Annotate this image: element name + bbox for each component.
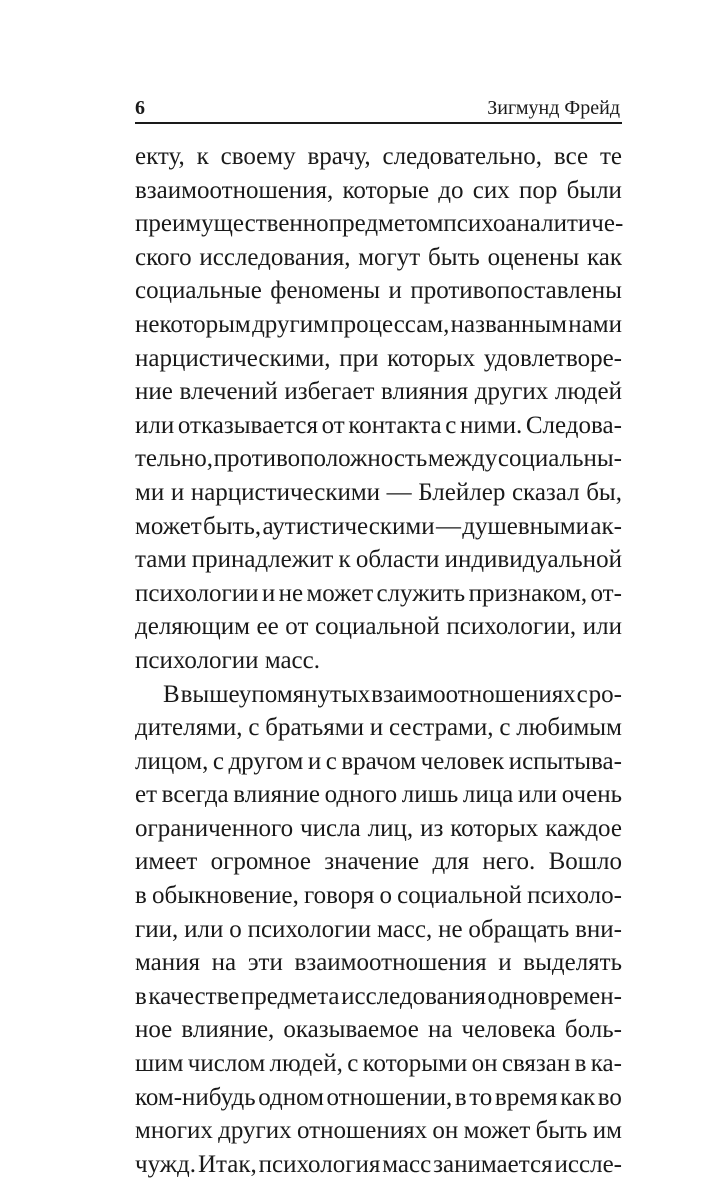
word: между	[428, 442, 497, 476]
word: о	[229, 913, 242, 947]
word: не	[438, 913, 462, 947]
body-text	[135, 140, 622, 1181]
text-line	[135, 1114, 622, 1148]
word: сих	[473, 174, 510, 208]
word: многих	[135, 1114, 213, 1148]
word: нарцистическими	[191, 476, 380, 510]
word: боль-	[565, 1013, 622, 1047]
word: удовлетворе-	[484, 342, 622, 376]
word: может	[464, 1114, 531, 1148]
word: душевными	[462, 510, 589, 544]
text-line	[135, 140, 622, 174]
word: влечений	[179, 375, 277, 409]
text-line	[135, 409, 622, 443]
word: для	[432, 845, 469, 879]
text-line	[135, 476, 622, 510]
word: отказывается	[178, 409, 318, 443]
word: которых	[450, 812, 538, 846]
word: сказал	[512, 476, 580, 510]
word: тельно,	[135, 442, 213, 476]
word: числа	[300, 812, 361, 846]
word: —	[436, 510, 461, 544]
text-line	[135, 711, 622, 745]
word: сестрами,	[389, 711, 494, 745]
word: обращать	[468, 913, 569, 947]
word: Вошло	[549, 845, 622, 879]
word: служить	[376, 577, 465, 611]
word: екту,	[135, 140, 185, 174]
text-line	[135, 946, 622, 980]
word: пор	[519, 174, 557, 208]
text-line	[135, 845, 622, 879]
word: предмета	[241, 980, 340, 1014]
word: лица	[463, 778, 513, 812]
text-line	[135, 1013, 622, 1047]
word: братьями	[265, 711, 364, 745]
word: и	[171, 476, 184, 510]
word: аутистическими	[262, 510, 434, 544]
word: и	[370, 711, 383, 745]
word: были	[567, 174, 622, 208]
word: исследования,	[199, 241, 350, 275]
word: ние	[135, 375, 173, 409]
text-line	[135, 778, 622, 812]
word: Следова-	[526, 409, 622, 443]
word: принадлежит	[192, 543, 334, 577]
text-line	[135, 174, 622, 208]
word: отношении,	[327, 1081, 453, 1115]
word: обыкновение,	[152, 879, 299, 913]
word: ского	[135, 241, 192, 275]
text-line	[135, 913, 622, 947]
paragraph	[135, 140, 622, 678]
text-line	[135, 879, 622, 913]
text-line	[135, 274, 622, 308]
word: быть	[428, 241, 480, 275]
word: следовательно,	[383, 140, 543, 174]
word: врачом	[341, 745, 416, 779]
word: влияние,	[181, 1013, 274, 1047]
word: дителями,	[135, 711, 243, 745]
text-line	[135, 442, 622, 476]
word: социальные	[135, 274, 262, 308]
word: влияния	[381, 375, 468, 409]
word: вышеупомянутых	[181, 678, 371, 712]
word: психологии	[135, 577, 259, 611]
word: других	[218, 1114, 292, 1148]
word: чужд.	[135, 1148, 196, 1181]
word: огромное	[211, 845, 311, 879]
word: взаимоотношения	[295, 946, 487, 980]
text-line	[135, 980, 622, 1014]
text-line	[135, 812, 622, 846]
word: как	[587, 241, 622, 275]
word: говоря	[304, 879, 374, 913]
running-head	[135, 92, 622, 124]
word: ное	[135, 1013, 172, 1047]
word: испытыва-	[509, 745, 622, 779]
word: нами	[568, 308, 622, 342]
word: с	[445, 409, 456, 443]
word: В	[163, 678, 180, 712]
word: качестве	[148, 980, 239, 1014]
word: одновремен-	[488, 980, 622, 1014]
word: может	[135, 510, 202, 544]
word: вни-	[575, 913, 622, 947]
word: в	[575, 1047, 587, 1081]
word: с	[248, 711, 259, 745]
text-line	[135, 745, 622, 779]
text-line	[135, 1148, 622, 1181]
word: избегает	[284, 375, 374, 409]
word: каждое	[545, 812, 622, 846]
word: в	[135, 879, 147, 913]
word: влияние	[233, 778, 320, 812]
word: процессам,	[330, 308, 449, 342]
word: о	[379, 879, 392, 913]
word: масс	[382, 1148, 431, 1181]
word: которые	[343, 174, 430, 208]
word: ее	[257, 610, 279, 644]
word: ограниченного	[135, 812, 293, 846]
word: им	[593, 1114, 622, 1148]
word: могут	[358, 241, 420, 275]
word: лишь	[402, 778, 459, 812]
word: с	[577, 678, 588, 712]
word: от	[322, 409, 345, 443]
word: ми	[135, 476, 164, 510]
word: психоло-	[527, 879, 622, 913]
word: взаимоотношениях	[371, 678, 576, 712]
word: взаимоотношения,	[135, 174, 333, 208]
word: или	[518, 778, 557, 812]
word: и	[262, 577, 275, 611]
word: с	[213, 745, 224, 779]
word: во	[598, 1081, 622, 1115]
word: с	[499, 711, 510, 745]
word: психологии	[135, 644, 259, 678]
word: с	[347, 1047, 358, 1081]
word: области	[356, 543, 440, 577]
word: психоаналитиче-	[443, 207, 623, 241]
word: шим	[135, 1047, 183, 1081]
word: психология	[259, 1148, 381, 1181]
word: с	[326, 745, 337, 779]
word: на	[428, 1013, 452, 1047]
text-line	[135, 1047, 622, 1081]
word: оценены	[488, 241, 580, 275]
word: другим	[252, 308, 329, 342]
text-line	[135, 577, 622, 611]
word: признаком,	[469, 577, 588, 611]
word: психологии,	[446, 610, 576, 644]
word: лиц,	[368, 812, 413, 846]
word: выделять	[523, 946, 622, 980]
word: он	[432, 1114, 458, 1148]
text-line	[135, 1081, 622, 1115]
word: гии,	[135, 913, 178, 947]
word: Итак,	[198, 1148, 257, 1181]
word: ка-	[591, 1047, 622, 1081]
text-line	[135, 207, 622, 241]
word: ак-	[590, 510, 622, 544]
word: некоторым	[135, 308, 251, 342]
word: названным	[451, 308, 567, 342]
text-line	[135, 375, 622, 409]
word: другом	[228, 745, 303, 779]
word: как	[560, 1081, 595, 1115]
word: и	[389, 274, 402, 308]
running-head-author: Зигмунд Фрейд	[487, 98, 620, 118]
word: быть,	[203, 510, 261, 544]
word: всегда	[162, 778, 229, 812]
word: масс,	[377, 913, 432, 947]
word: ними.	[460, 409, 522, 443]
text-line	[135, 510, 622, 544]
word: занимается	[433, 1148, 552, 1181]
word: к	[197, 140, 209, 174]
word: из	[420, 812, 443, 846]
word: нарцистическими,	[135, 342, 331, 376]
word: и	[498, 946, 511, 980]
word: человека	[462, 1013, 556, 1047]
text-line	[135, 342, 622, 376]
text-line	[135, 610, 622, 644]
word: оказываемое	[283, 1013, 418, 1047]
page-number: 6	[135, 98, 145, 118]
word: в	[455, 1081, 467, 1115]
word: время	[495, 1081, 558, 1115]
word: индивидуальной	[445, 543, 622, 577]
word: одного	[325, 778, 398, 812]
word: при	[339, 342, 378, 376]
word: мания	[135, 946, 200, 980]
word: на	[212, 946, 236, 980]
word: все	[554, 140, 588, 174]
word: и	[308, 745, 321, 779]
word: которых	[387, 342, 475, 376]
word: отношениях	[297, 1114, 427, 1148]
word: социальны-	[498, 442, 622, 476]
word: может	[306, 577, 373, 611]
paragraph	[135, 678, 622, 1181]
word: не	[279, 577, 303, 611]
word: он	[472, 1047, 498, 1081]
word: противоположность	[214, 442, 428, 476]
word: масс.	[265, 644, 320, 678]
word: —	[387, 476, 412, 510]
word: ком-нибудь	[135, 1081, 256, 1115]
word: человек	[421, 745, 505, 779]
word: или	[135, 409, 174, 443]
word: других	[475, 375, 549, 409]
text-line	[135, 308, 622, 342]
word: значение	[324, 845, 419, 879]
word: лицом,	[135, 745, 208, 779]
text-line	[135, 644, 622, 678]
word: до	[438, 174, 463, 208]
word: людей,	[270, 1047, 343, 1081]
word: него.	[482, 845, 535, 879]
word: к	[338, 543, 350, 577]
word: Блейлер	[418, 476, 505, 510]
word: быть	[536, 1114, 588, 1148]
word: противопоставлены	[410, 274, 622, 308]
word: от	[285, 610, 308, 644]
word: феномены	[270, 274, 380, 308]
word: деляющим	[135, 610, 250, 644]
word: то	[469, 1081, 492, 1115]
word: или	[583, 610, 622, 644]
book-page	[135, 92, 622, 1181]
word: тами	[135, 543, 187, 577]
word: людей	[555, 375, 622, 409]
word: которыми	[363, 1047, 468, 1081]
word: бы,	[586, 476, 622, 510]
word: социальной	[315, 610, 440, 644]
word: или	[184, 913, 223, 947]
word: исследования	[341, 980, 486, 1014]
word: числом	[188, 1047, 265, 1081]
word: в	[135, 980, 147, 1014]
word: очень	[562, 778, 622, 812]
word: своему	[221, 140, 296, 174]
word: преимущественно	[135, 207, 329, 241]
word: ро-	[589, 678, 622, 712]
word: контакта	[348, 409, 441, 443]
text-line	[135, 241, 622, 275]
word: одном	[258, 1081, 324, 1115]
word: имеет	[135, 845, 197, 879]
text-line	[135, 543, 622, 577]
word: связан	[502, 1047, 570, 1081]
word: от-	[591, 577, 622, 611]
word: социальной	[397, 879, 522, 913]
word: иссле-	[555, 1148, 622, 1181]
word: врачу,	[307, 140, 370, 174]
word: любимым	[516, 711, 622, 745]
word: эти	[248, 946, 283, 980]
text-line	[135, 678, 622, 712]
word: предметом	[329, 207, 444, 241]
word: психологии	[248, 913, 372, 947]
word: ет	[135, 778, 157, 812]
word: те	[600, 140, 622, 174]
